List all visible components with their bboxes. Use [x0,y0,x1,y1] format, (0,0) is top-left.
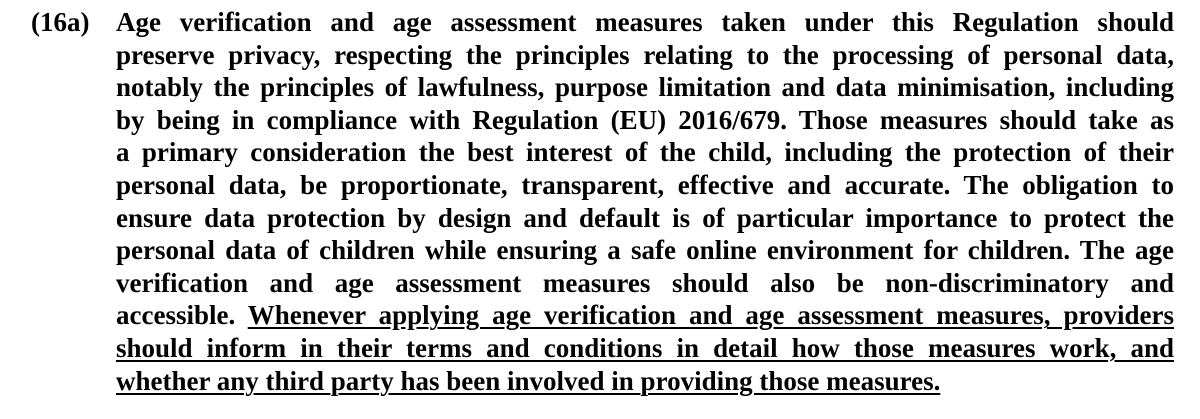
recital-line [116,71,1174,104]
recital-line-text: preserve privacy, respecting the principles relating to the processing of personal data, [116,39,1174,70]
recital-line [116,6,1174,39]
recital-line-text: verification and age assessment measures should also be non-discriminatory and [116,267,1174,298]
recital-text [116,6,1174,397]
recital-line [116,332,1174,365]
recital-line [116,169,1174,202]
recital-line-text: Age verification and age assessment measures taken under this Regulation should [116,7,1174,37]
recital-line-text: by being in compliance with Regulation (EU) 2016/679. Those measures should take as [116,104,1174,135]
recital-line-text: ensure data protection by design and default is of particular importance to protect the [116,202,1174,233]
recital-line [116,202,1174,235]
recital-line-text: notably the principles of lawfulness, purpose limitation and data minimisation, including [116,72,1174,103]
recital-line [116,299,1174,332]
recital-line [116,365,1174,398]
recital-line [116,136,1174,169]
recital-line-text: personal data of children while ensuring a safe online environment for children. The age [116,235,1174,266]
recital-line [116,104,1174,137]
recital-line [116,39,1174,72]
recital-line [116,267,1174,300]
recital-line [116,234,1174,267]
recital-line-amendment: Whenever applying age verification and age assessment measures, providers [247,300,1174,331]
recital-line-text: accessible. [116,300,248,331]
recital-line-amendment: should inform in their terms and conditions in detail how those measures work, and [116,332,1174,363]
recital-line-text: a primary consideration the best interest of the child, including the protection of their [116,137,1174,168]
recital-line-text: personal data, be proportionate, transparent, effective and accurate. The obligation to [116,169,1174,200]
recital-line-amendment: whether any third party has been involved in providing those measures. [116,365,941,396]
recital-number: (16a) [31,7,90,37]
